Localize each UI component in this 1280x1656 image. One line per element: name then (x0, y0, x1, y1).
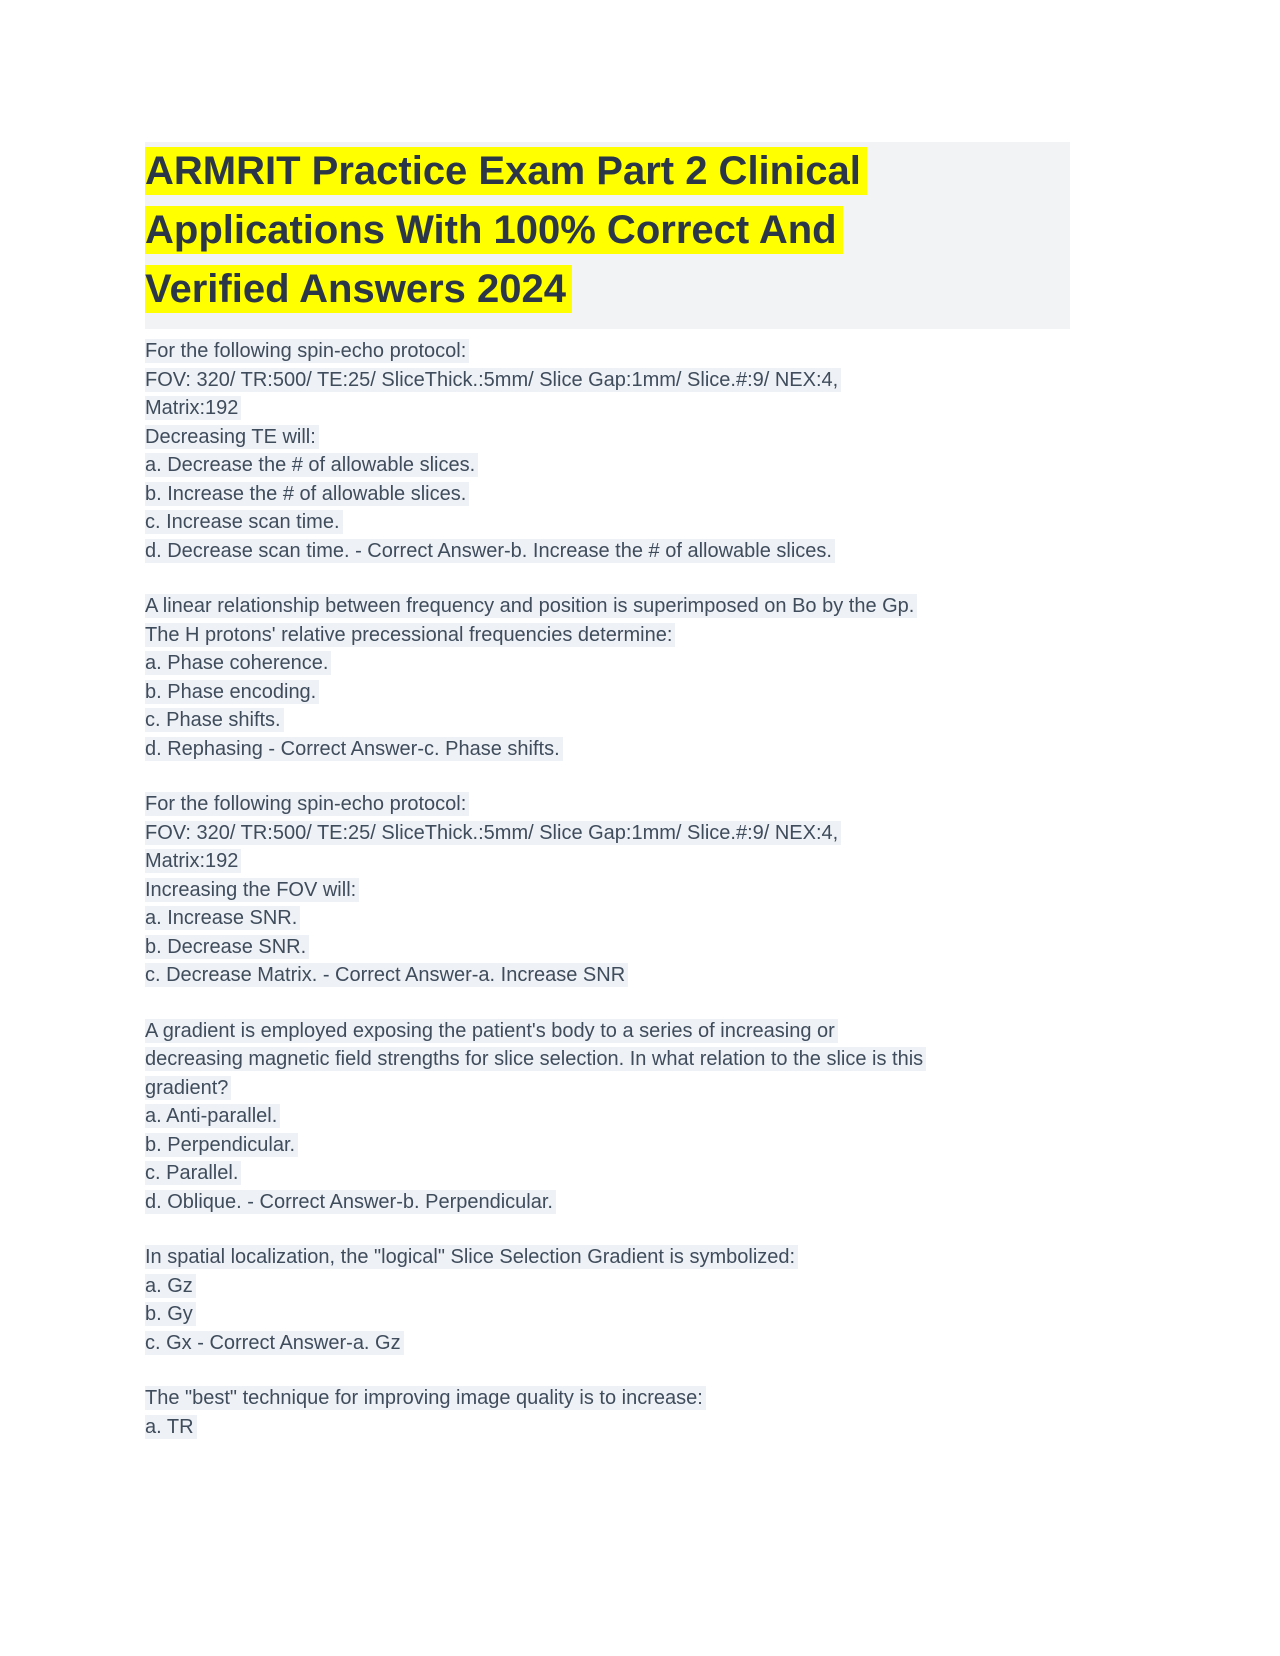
text-line (145, 1301, 1135, 1330)
text-line (145, 820, 1135, 849)
question-block (145, 1385, 1135, 1442)
line-text: A gradient is employed exposing the patient's body to a series of increasing or (145, 1019, 838, 1043)
question-block (145, 1018, 1135, 1218)
text-line (145, 538, 1135, 567)
line-text: A linear relationship between frequency and position is superimposed on Bo by the Gp. (145, 594, 917, 618)
text-line (145, 650, 1135, 679)
text-line (145, 707, 1135, 736)
line-text: The H protons' relative precessional frequencies determine: (145, 623, 675, 647)
title-text: Applications With 100% Correct And (145, 206, 843, 254)
text-line (145, 1075, 1135, 1104)
text-line (145, 338, 1135, 367)
title-text: ARMRIT Practice Exam Part 2 Clinical (145, 147, 867, 195)
line-text: d. Oblique. - Correct Answer-b. Perpendicular. (145, 1190, 556, 1214)
title-line (145, 205, 1070, 264)
text-line (145, 736, 1135, 765)
document-title (145, 142, 1070, 329)
line-text: FOV: 320/ TR:500/ TE:25/ SliceThick.:5mm/ Slice Gap:1mm/ Slice.#:9/ NEX:4, (145, 368, 841, 392)
line-text: c. Gx - Correct Answer-a. Gz (145, 1331, 404, 1355)
line-text: Matrix:192 (145, 849, 241, 873)
text-line (145, 1189, 1135, 1218)
line-text: For the following spin-echo protocol: (145, 339, 469, 363)
text-line (145, 509, 1135, 538)
line-text: b. Gy (145, 1302, 196, 1326)
question-block (145, 791, 1135, 991)
text-line (145, 877, 1135, 906)
text-line (145, 481, 1135, 510)
text-line (145, 367, 1135, 396)
question-block (145, 1244, 1135, 1358)
line-text: c. Parallel. (145, 1161, 241, 1185)
text-line (145, 791, 1135, 820)
line-text: FOV: 320/ TR:500/ TE:25/ SliceThick.:5mm/ Slice Gap:1mm/ Slice.#:9/ NEX:4, (145, 821, 841, 845)
text-line (145, 1018, 1135, 1047)
text-line (145, 962, 1135, 991)
line-text: d. Decrease scan time. - Correct Answer-b. Increase the # of allowable slices. (145, 539, 835, 563)
text-line (145, 934, 1135, 963)
line-text: decreasing magnetic field strengths for slice selection. In what relation to the slice is this (145, 1047, 926, 1071)
text-line (145, 1414, 1135, 1443)
question-block (145, 338, 1135, 566)
line-text: In spatial localization, the "logical" Slice Selection Gradient is symbolized: (145, 1245, 798, 1269)
text-line (145, 593, 1135, 622)
text-line (145, 1244, 1135, 1273)
text-line (145, 1273, 1135, 1302)
text-line (145, 1132, 1135, 1161)
text-line (145, 1046, 1135, 1075)
line-text: c. Decrease Matrix. - Correct Answer-a. Increase SNR (145, 963, 628, 987)
line-text: b. Decrease SNR. (145, 935, 309, 959)
text-line (145, 1103, 1135, 1132)
line-text: a. Increase SNR. (145, 906, 300, 930)
line-text: gradient? (145, 1076, 231, 1100)
text-line (145, 452, 1135, 481)
line-text: c. Phase shifts. (145, 708, 284, 732)
line-text: a. Phase coherence. (145, 651, 331, 675)
question-block (145, 593, 1135, 764)
text-line (145, 848, 1135, 877)
line-text: Matrix:192 (145, 396, 241, 420)
text-line (145, 679, 1135, 708)
line-text: a. Decrease the # of allowable slices. (145, 453, 478, 477)
text-line (145, 424, 1135, 453)
line-text: a. Gz (145, 1274, 196, 1298)
line-text: b. Increase the # of allowable slices. (145, 482, 469, 506)
text-line (145, 395, 1135, 424)
text-line (145, 1385, 1135, 1414)
line-text: b. Perpendicular. (145, 1133, 298, 1157)
line-text: b. Phase encoding. (145, 680, 319, 704)
title-text: Verified Answers 2024 (145, 265, 572, 313)
text-line (145, 1160, 1135, 1189)
line-text: For the following spin-echo protocol: (145, 792, 469, 816)
line-text: a. TR (145, 1415, 197, 1439)
title-line (145, 264, 1070, 323)
line-text: Increasing the FOV will: (145, 878, 359, 902)
document-body (145, 338, 1135, 1469)
line-text: c. Increase scan time. (145, 510, 343, 534)
line-text: Decreasing TE will: (145, 425, 319, 449)
text-line (145, 622, 1135, 651)
text-line (145, 905, 1135, 934)
title-line (145, 146, 1070, 205)
line-text: d. Rephasing - Correct Answer-c. Phase shifts. (145, 737, 563, 761)
line-text: a. Anti-parallel. (145, 1104, 280, 1128)
text-line (145, 1330, 1135, 1359)
line-text: The "best" technique for improving image quality is to increase: (145, 1386, 706, 1410)
